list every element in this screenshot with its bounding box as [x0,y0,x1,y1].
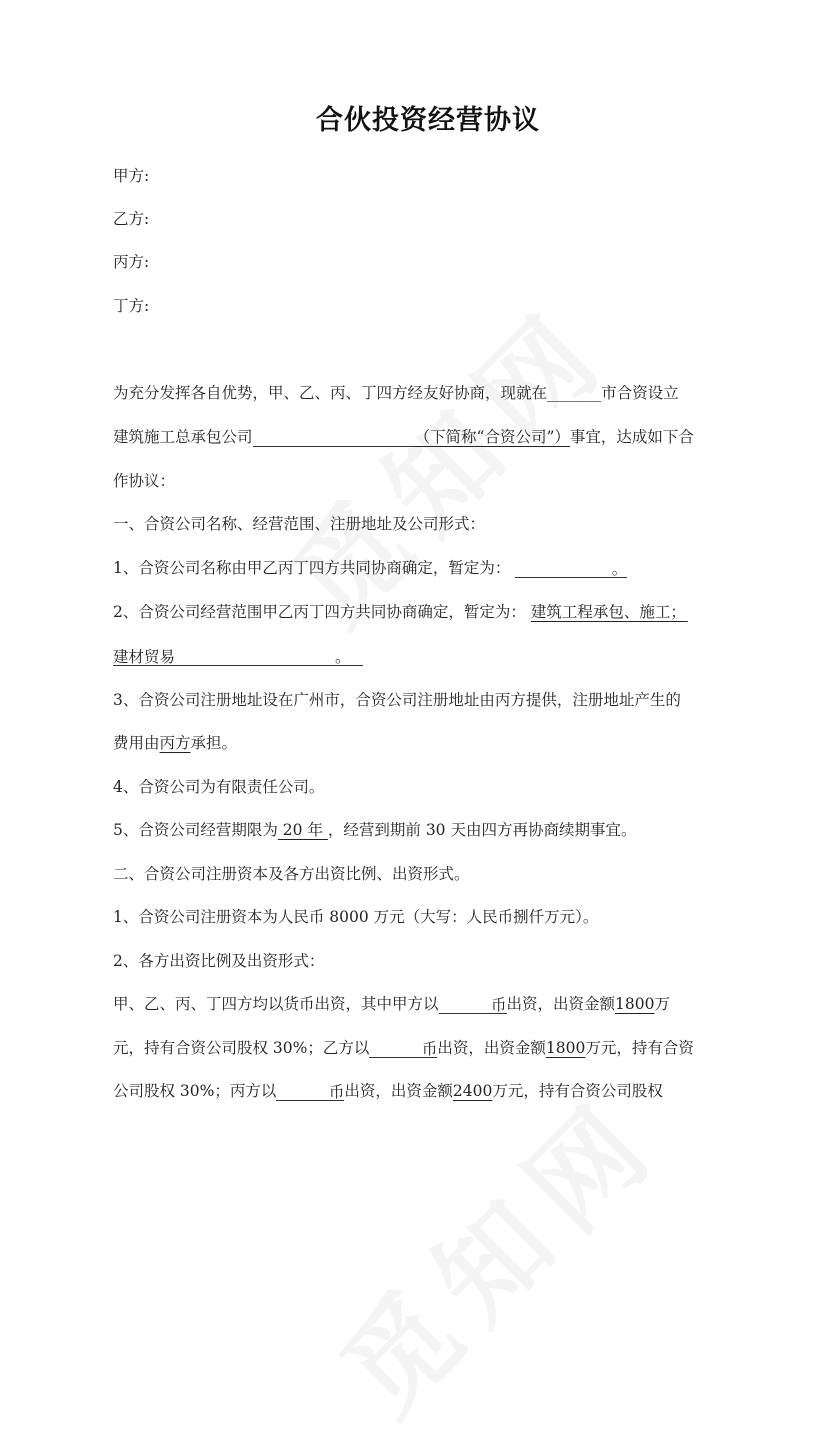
business-scope-value: 建筑工程承包、施工； [530,603,686,621]
currency-label: 币 [328,1083,345,1101]
party-c-label: 丙方: [113,253,150,271]
item-text: 出资，出资金额 [437,1039,546,1057]
section-1-item-3: 3、合资公司注册地址设在广州市，合资公司注册地址由丙方提供，注册地址产生的 [113,691,681,709]
party-a-label: 甲方: [113,167,150,185]
abbreviation-note: （下简称“合资公司”） [414,428,570,446]
contribution-line-2 [113,1038,694,1058]
period: 。 [335,648,351,666]
intro-text: 事宜，达成如下合 [569,428,694,446]
city-blank[interactable]: _______ [547,384,602,402]
intro-text: 为充分发挥各自优势，甲、乙、丙、丁四方经友好协商，现就在 [113,384,548,402]
party-c-amount: 2400 [452,1082,493,1100]
section-1-item-4: 4、合资公司为有限责任公司。 [113,778,325,796]
party-a-amount: 1800 [615,995,655,1013]
party-b-amount: 1800 [545,1039,586,1057]
watermark-bottom [301,1055,688,1442]
item-text: 甲、乙、丙、丁四方均以货币出资，其中甲方以 [113,995,439,1013]
watermark [251,265,638,652]
currency-label: 币 [491,996,507,1014]
item-text: 万元，持有合资公司股权 [492,1082,663,1100]
company-name-blank[interactable] [253,428,415,447]
cost-bearer: 丙方 [159,734,191,752]
document-title: 合伙投资经营协议 [316,105,540,136]
item-text: 公司股权 30%；丙方以 [113,1082,277,1100]
item-text: 承担。 [190,734,238,752]
underline-tail [686,603,688,622]
section-1-item-3-cont [113,733,237,753]
party-b-currency-field[interactable] [369,1039,437,1058]
party-a-currency-field[interactable] [439,995,507,1014]
item-text: 万元，持有合资 [585,1039,694,1057]
section-1-heading: 一、合资公司名称、经营范围、注册地址及公司形式： [113,515,486,533]
section-2-heading: 二、合资公司注册资本及各方出资比例、出资形式。 [113,865,470,883]
intro-text: 建筑施工总承包公司 [113,428,253,446]
intro-line-3: 作协议： [113,472,176,490]
company-name-field[interactable] [515,559,627,578]
party-d-label: 丁方: [113,297,150,315]
item-text: 出资，出资金额 [344,1082,453,1100]
section-2-item-2: 2、各方出资比例及出资形式： [113,952,325,970]
item-text: 出资，出资金额 [506,995,616,1013]
section-2-item-1: 1、合资公司注册资本为人民币 8000 万元（大写：人民币捌仟万元）。 [113,908,599,926]
party-b-label: 乙方: [113,210,150,228]
intro-line-2 [113,427,694,447]
period: 。 [611,560,628,578]
intro-line-1 [113,383,679,403]
item-text: 费用由 [113,734,160,752]
currency-label: 币 [421,1040,438,1058]
item-text: 5、合资公司经营期限为 [113,821,278,839]
intro-text: 市合资设立 [601,384,679,402]
item-text: 2、合资公司经营范围甲乙丙丁四方共同协商确定，暂定为： [113,603,526,621]
contribution-line-3 [113,1081,663,1101]
term-value: 20 年 [277,821,328,839]
business-scope-value-2: 建材贸易 [113,648,176,666]
business-scope-continued [113,647,363,666]
section-1-item-1 [113,558,627,578]
item-text: 1、合资公司名称由甲乙丙丁四方共同协商确定，暂定为： [113,559,511,577]
party-c-currency-field[interactable] [276,1082,344,1101]
item-text: ，经营到期前 30 天由四方再协商续期事宜。 [327,821,637,839]
item-text: 万 [654,995,670,1013]
section-1-item-5 [113,820,636,840]
item-text: 元，持有合资公司股权 30%；乙方以 [113,1039,370,1057]
section-1-item-2-cont [113,646,363,666]
section-1-item-2 [113,602,688,622]
contribution-line-1 [113,994,670,1014]
